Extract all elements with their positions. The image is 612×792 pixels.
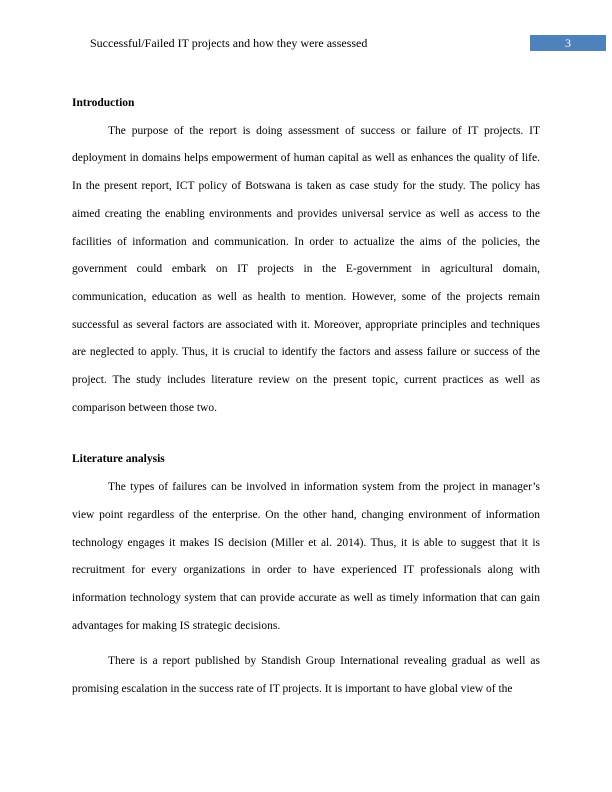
page-number: 3 [530,35,606,51]
introduction-paragraph: The purpose of the report is doing assessment of success or failure of IT projects. IT deployment in domains helps empowerment of human capital as well as enhances the quality of life. In the present report, ICT policy of Botswana is taken as case study for the study. The policy has aimed creating the enabling environments and provides universal service as well as access to the facilities of information and communication. In order to actualize the aims of the policies, the government could embark on IT projects in the E-government in agricultural domain, communication, education as well as health to mention. However, some of the projects remain successful as several factors are associated with it. Moreover, appropriate principles and techniques are neglected to apply. Thus, it is crucial to identify the factors and assess failure or success of the project. The study includes literature review on the present topic, current practices as well as comparison between those two. [72,124,540,414]
running-header-title: Successful/Failed IT projects and how they were assessed [90,36,368,50]
document-body [72,90,540,704]
introduction-heading: Introduction [72,97,135,109]
paragraph-spacer [72,640,540,648]
literature-analysis-heading: Literature analysis [72,453,165,466]
literature-paragraph-2: There is a report published by Standish Group International revealing gradual as well as promising escalation in the success rate of IT projects. It is important to have global view of the [72,655,540,696]
literature-paragraph-1: The types of failures can be involved in information system from the project in manager’s view point regardless of the enterprise. On the other hand, changing environment of information technology engages it makes IS decision (Miller et al. 2014). Thus, it is able to suggest that it is recruitment for every organizations in order to have experienced IT professionals along with information technology system that can provide accurate as well as timely information that can gain advantages for making IS strategic decisions. [72,481,540,632]
section-spacer [72,422,540,446]
